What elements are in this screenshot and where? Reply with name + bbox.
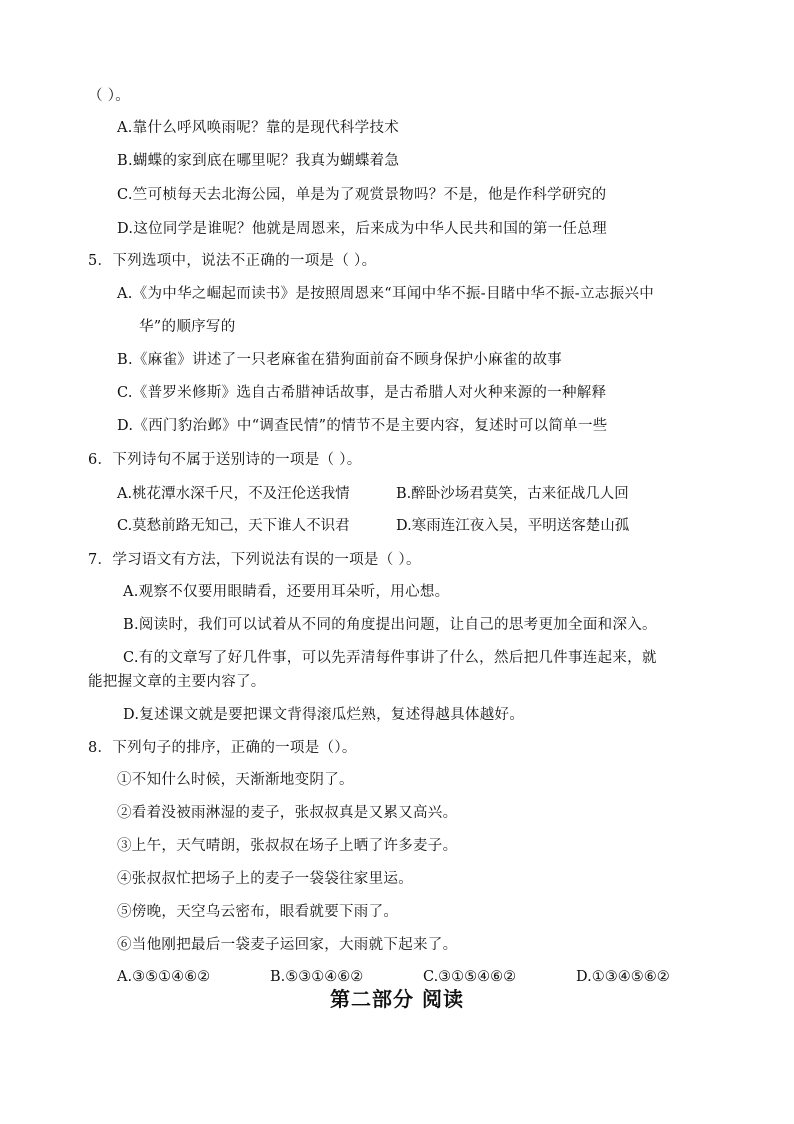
q4-option-c: C.竺可桢每天去北海公园，单是为了观赏景物吗？不是，他是作科学研究的	[117, 187, 607, 203]
q6-option-d: D.寒雨连江夜入吴，平明送客楚山孤	[396, 518, 630, 534]
q7-option-c: C.有的文章写了好几件事，可以先弄清每件事讲了什么，然后把几件事连起来，就	[123, 650, 657, 666]
q8-sentence-4: ④张叔叔忙把场子上的麦子一袋袋往家里运。	[117, 871, 413, 887]
q5-stem: 5．下列选项中，说法不正确的一项是（ ）。	[88, 253, 377, 269]
q6-stem: 6．下列诗句不属于送别诗的一项是（ ）。	[88, 452, 362, 468]
q4-option-a: A.靠什么呼风唤雨呢？靠的是现代科学技术	[117, 120, 400, 136]
q7-option-d: D.复述课文就是要把课文背得滚瓜烂熟，复述得越具体越好。	[123, 707, 525, 723]
q5-option-d: D.《西门豹治邺》中“调查民情”的情节不是主要内容，复述时可以简单一些	[117, 418, 608, 434]
q6-option-a: A.桃花潭水深千尺，不及汪伦送我情	[117, 486, 350, 502]
q6-option-b: B.醉卧沙场君莫笑，古来征战几人回	[396, 486, 629, 502]
q6-option-c: C.莫愁前路无知己，天下谁人不识君	[117, 518, 350, 534]
q5-option-a: A.《为中华之崛起而读书》是按照周恩来“耳闻中华不振-目睹中华不振-立志振兴中	[117, 286, 654, 302]
q8-option-c: C.③①⑤④⑥②	[423, 969, 517, 985]
q8-sentence-2: ②看着没被雨淋湿的麦子，张叔叔真是又累又高兴。	[117, 805, 458, 821]
q8-sentence-1: ①不知什么时候，天渐渐地变阴了。	[117, 772, 354, 788]
q5-option-b: B.《麻雀》讲述了一只老麻雀在猎狗面前奋不顾身保护小麻雀的故事	[117, 352, 563, 368]
q7-option-a: A.观察不仅要用眼睛看，还要用耳朵听，用心想。	[123, 584, 450, 600]
q5-option-a-cont: 华”的顺序写的	[139, 319, 236, 335]
q7-stem: 7．学习语文有方法，下列说法有误的一项是（ ）。	[88, 552, 421, 568]
q4-stem-tail: （ ）。	[88, 88, 131, 104]
q8-option-d: D.①③④⑤⑥②	[576, 969, 670, 985]
q8-sentence-6: ⑥当他刚把最后一袋麦子运回家，大雨就下起来了。	[117, 937, 458, 953]
q8-stem: 8．下列句子的排序，正确的一项是（）。	[88, 740, 357, 756]
section-title: 第二部分 阅读	[330, 987, 464, 1011]
q8-sentence-5: ⑤傍晚，天空乌云密布，眼看就要下雨了。	[117, 904, 399, 920]
q5-option-c: C.《普罗米修斯》选自古希腊神话故事，是古希腊人对火种来源的一种解释	[117, 385, 607, 401]
q4-option-d: D.这位同学是谁呢？他就是周恩来，后来成为中华人民共和国的第一任总理	[117, 221, 607, 237]
q8-sentence-3: ③上午，天气晴朗，张叔叔在场子上晒了许多麦子。	[117, 838, 458, 854]
q7-option-b: B.阅读时，我们可以试着从不同的角度提出问题，让自己的思考更加全面和深入。	[123, 617, 657, 633]
q7-option-c-cont: 能把握文章的主要内容了。	[88, 674, 266, 690]
q8-option-a: A.③⑤①④⑥②	[117, 969, 211, 985]
q4-option-b: B.蝴蝶的家到底在哪里呢？我真为蝴蝶着急	[117, 153, 400, 169]
q8-option-b: B.⑤③①④⑥②	[270, 969, 364, 985]
